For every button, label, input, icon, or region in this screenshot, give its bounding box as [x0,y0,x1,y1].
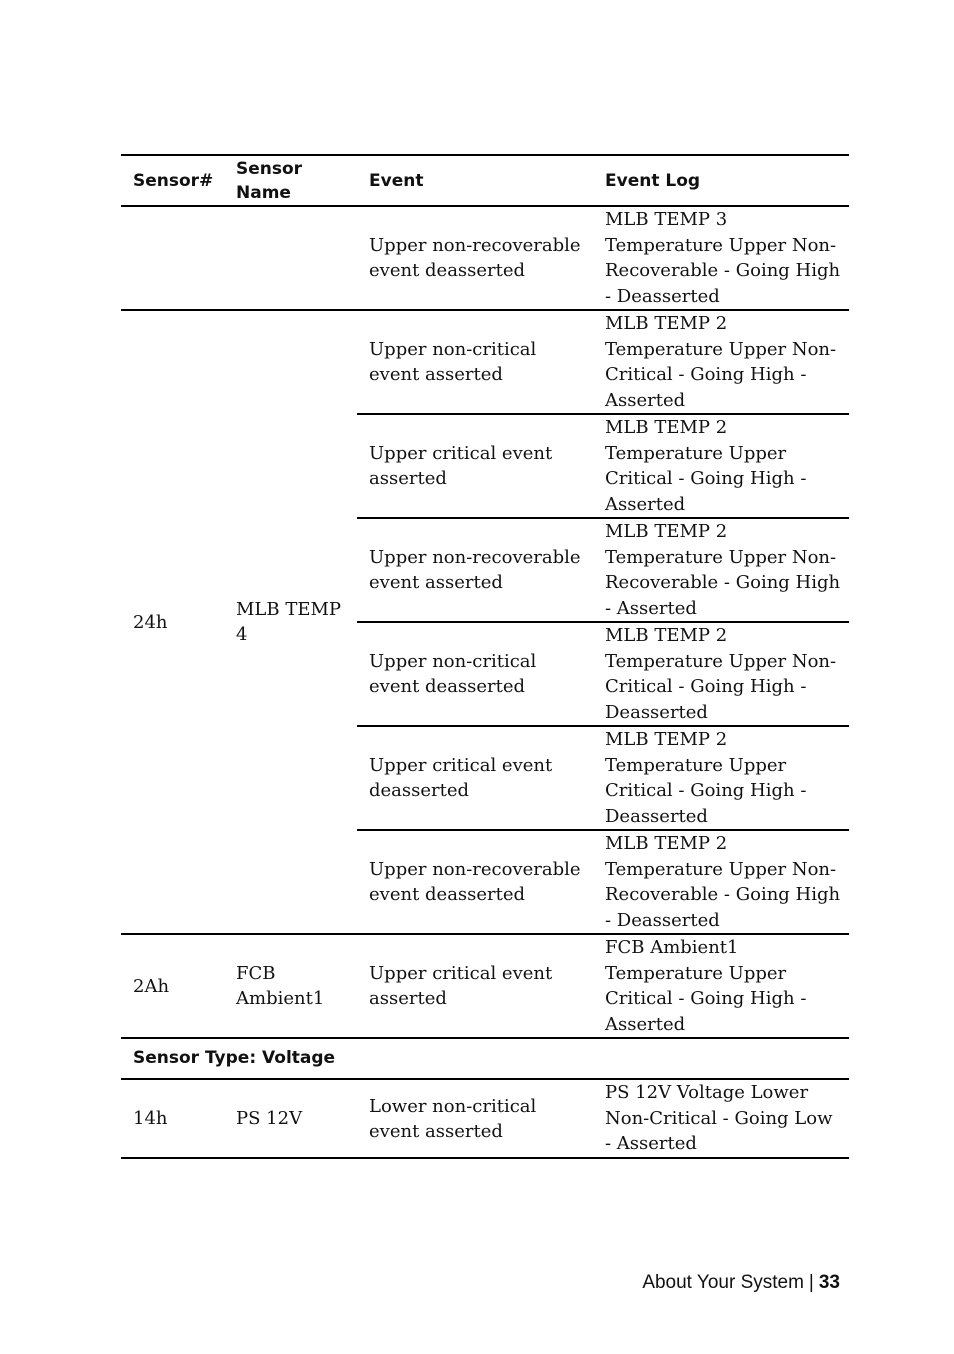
footer-section-title: About Your System [642,1272,804,1293]
page-footer [642,1272,840,1294]
header-event-log: Event Log [593,155,849,206]
table-row [121,310,849,414]
sensor-number-cell: 14h [121,1079,224,1158]
event-cell: Upper critical event asserted [357,934,593,1038]
footer-separator: | [808,1272,814,1293]
sensor-name-cell: MLB TEMP 4 [224,310,357,934]
event-cell: Upper non-critical event asserted [357,310,593,414]
table-row [121,1079,849,1158]
event-log-cell: MLB TEMP 2 Temperature Upper Non-Recoverable - Going High - Deasserted [593,830,849,934]
table-row [121,206,849,310]
event-log-cell: MLB TEMP 2 Temperature Upper Critical - Going High - Deasserted [593,726,849,830]
table-row [121,934,849,1038]
event-cell: Lower non-critical event asserted [357,1079,593,1158]
section-title: Sensor Type: Voltage [121,1038,849,1079]
table-header-row [121,155,849,206]
event-cell: Upper non-recoverable event asserted [357,518,593,622]
sensor-number-cell: 24h [121,310,224,934]
event-cell: Upper critical event asserted [357,414,593,518]
event-cell: Upper non-recoverable event deasserted [357,830,593,934]
sensor-name-cell: PS 12V [224,1079,357,1158]
event-cell: Upper non-critical event deasserted [357,622,593,726]
sensor-number-cell [121,206,224,310]
sensor-name-cell: FCB Ambient1 [224,934,357,1038]
section-header-row [121,1038,849,1079]
sensor-name-cell [224,206,357,310]
event-log-cell: PS 12V Voltage Lower Non-Critical - Going Low - Asserted [593,1079,849,1158]
header-sensor-name: Sensor Name [224,155,357,206]
sensor-event-table [121,154,849,1159]
event-log-cell: MLB TEMP 2 Temperature Upper Non-Critical - Going High - Asserted [593,310,849,414]
event-log-cell: MLB TEMP 3 Temperature Upper Non-Recoverable - Going High - Deasserted [593,206,849,310]
event-log-cell: MLB TEMP 2 Temperature Upper Non-Recoverable - Going High - Asserted [593,518,849,622]
sensor-number-cell: 2Ah [121,934,224,1038]
event-log-cell: FCB Ambient1 Temperature Upper Critical - Going High - Asserted [593,934,849,1038]
event-log-cell: MLB TEMP 2 Temperature Upper Critical - Going High - Asserted [593,414,849,518]
header-sensor-number: Sensor# [121,155,224,206]
header-event: Event [357,155,593,206]
event-cell: Upper non-recoverable event deasserted [357,206,593,310]
event-cell: Upper critical event deasserted [357,726,593,830]
page-number: 33 [818,1272,840,1293]
event-log-cell: MLB TEMP 2 Temperature Upper Non-Critical - Going High - Deasserted [593,622,849,726]
